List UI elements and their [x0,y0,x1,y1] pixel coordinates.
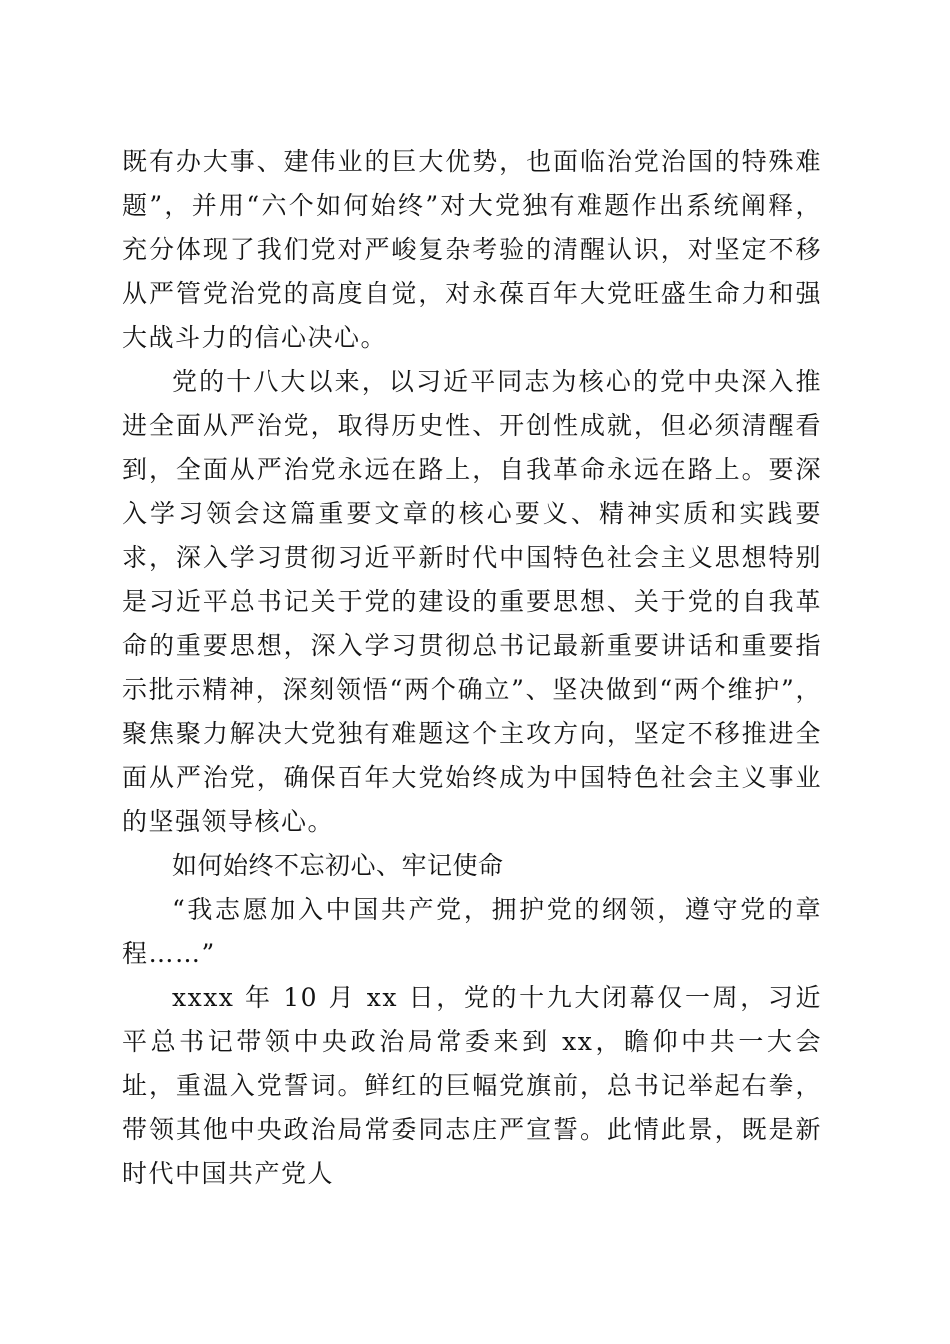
oath-quote: “我志愿加入中国共产党，拥护党的纲领，遵守党的章程……” [122,895,822,968]
document-body [122,140,822,1196]
paragraph-party-building: 党的十八大以来，以习近平同志为核心的党中央深入推进全面从严治党，取得历史性、开创性成就，但必须清醒看到，全面从严治党永远在路上，自我革命永远在路上。要深入学习领会这篇重要文章的核心要义、精神实质和实践要求，深入学习贯彻习近平新时代中国特色社会主义思想特别是习近平总书记关于党的建设的重要思想、关于党的自我革命的重要思想，深入学习贯彻总书记最新重要讲话和重要指示批示精神，深刻领悟“两个确立”、坚决做到“两个维护”，聚焦聚力解决大党独有难题这个主攻方向，坚定不移推进全面从严治党，确保百年大党始终成为中国特色社会主义事业的坚强领导核心。 [122,367,822,836]
paragraph-oath-event: xxxx 年 10 月 xx 日，党的十九大闭幕仅一周，习近平总书记带领中央政治局常委来到 xx，瞻仰中共一大会址，重温入党誓词。鲜红的巨幅党旗前，总书记举起右拳，带领其他中央政治局常委同志庄严宣誓。此情此景，既是新时代中国共产党人 [122,983,822,1188]
section-heading: 如何始终不忘初心、牢记使命 [172,851,504,880]
paragraph-continuation: 既有办大事、建伟业的巨大优势，也面临治党治国的特殊难题”，并用“六个如何始终”对大党独有难题作出系统阐释，充分体现了我们党对严峻复杂考验的清醒认识，对坚定不移从严管党治党的高度自觉，对永葆百年大党旺盛生命力和强大战斗力的信心决心。 [122,147,822,352]
